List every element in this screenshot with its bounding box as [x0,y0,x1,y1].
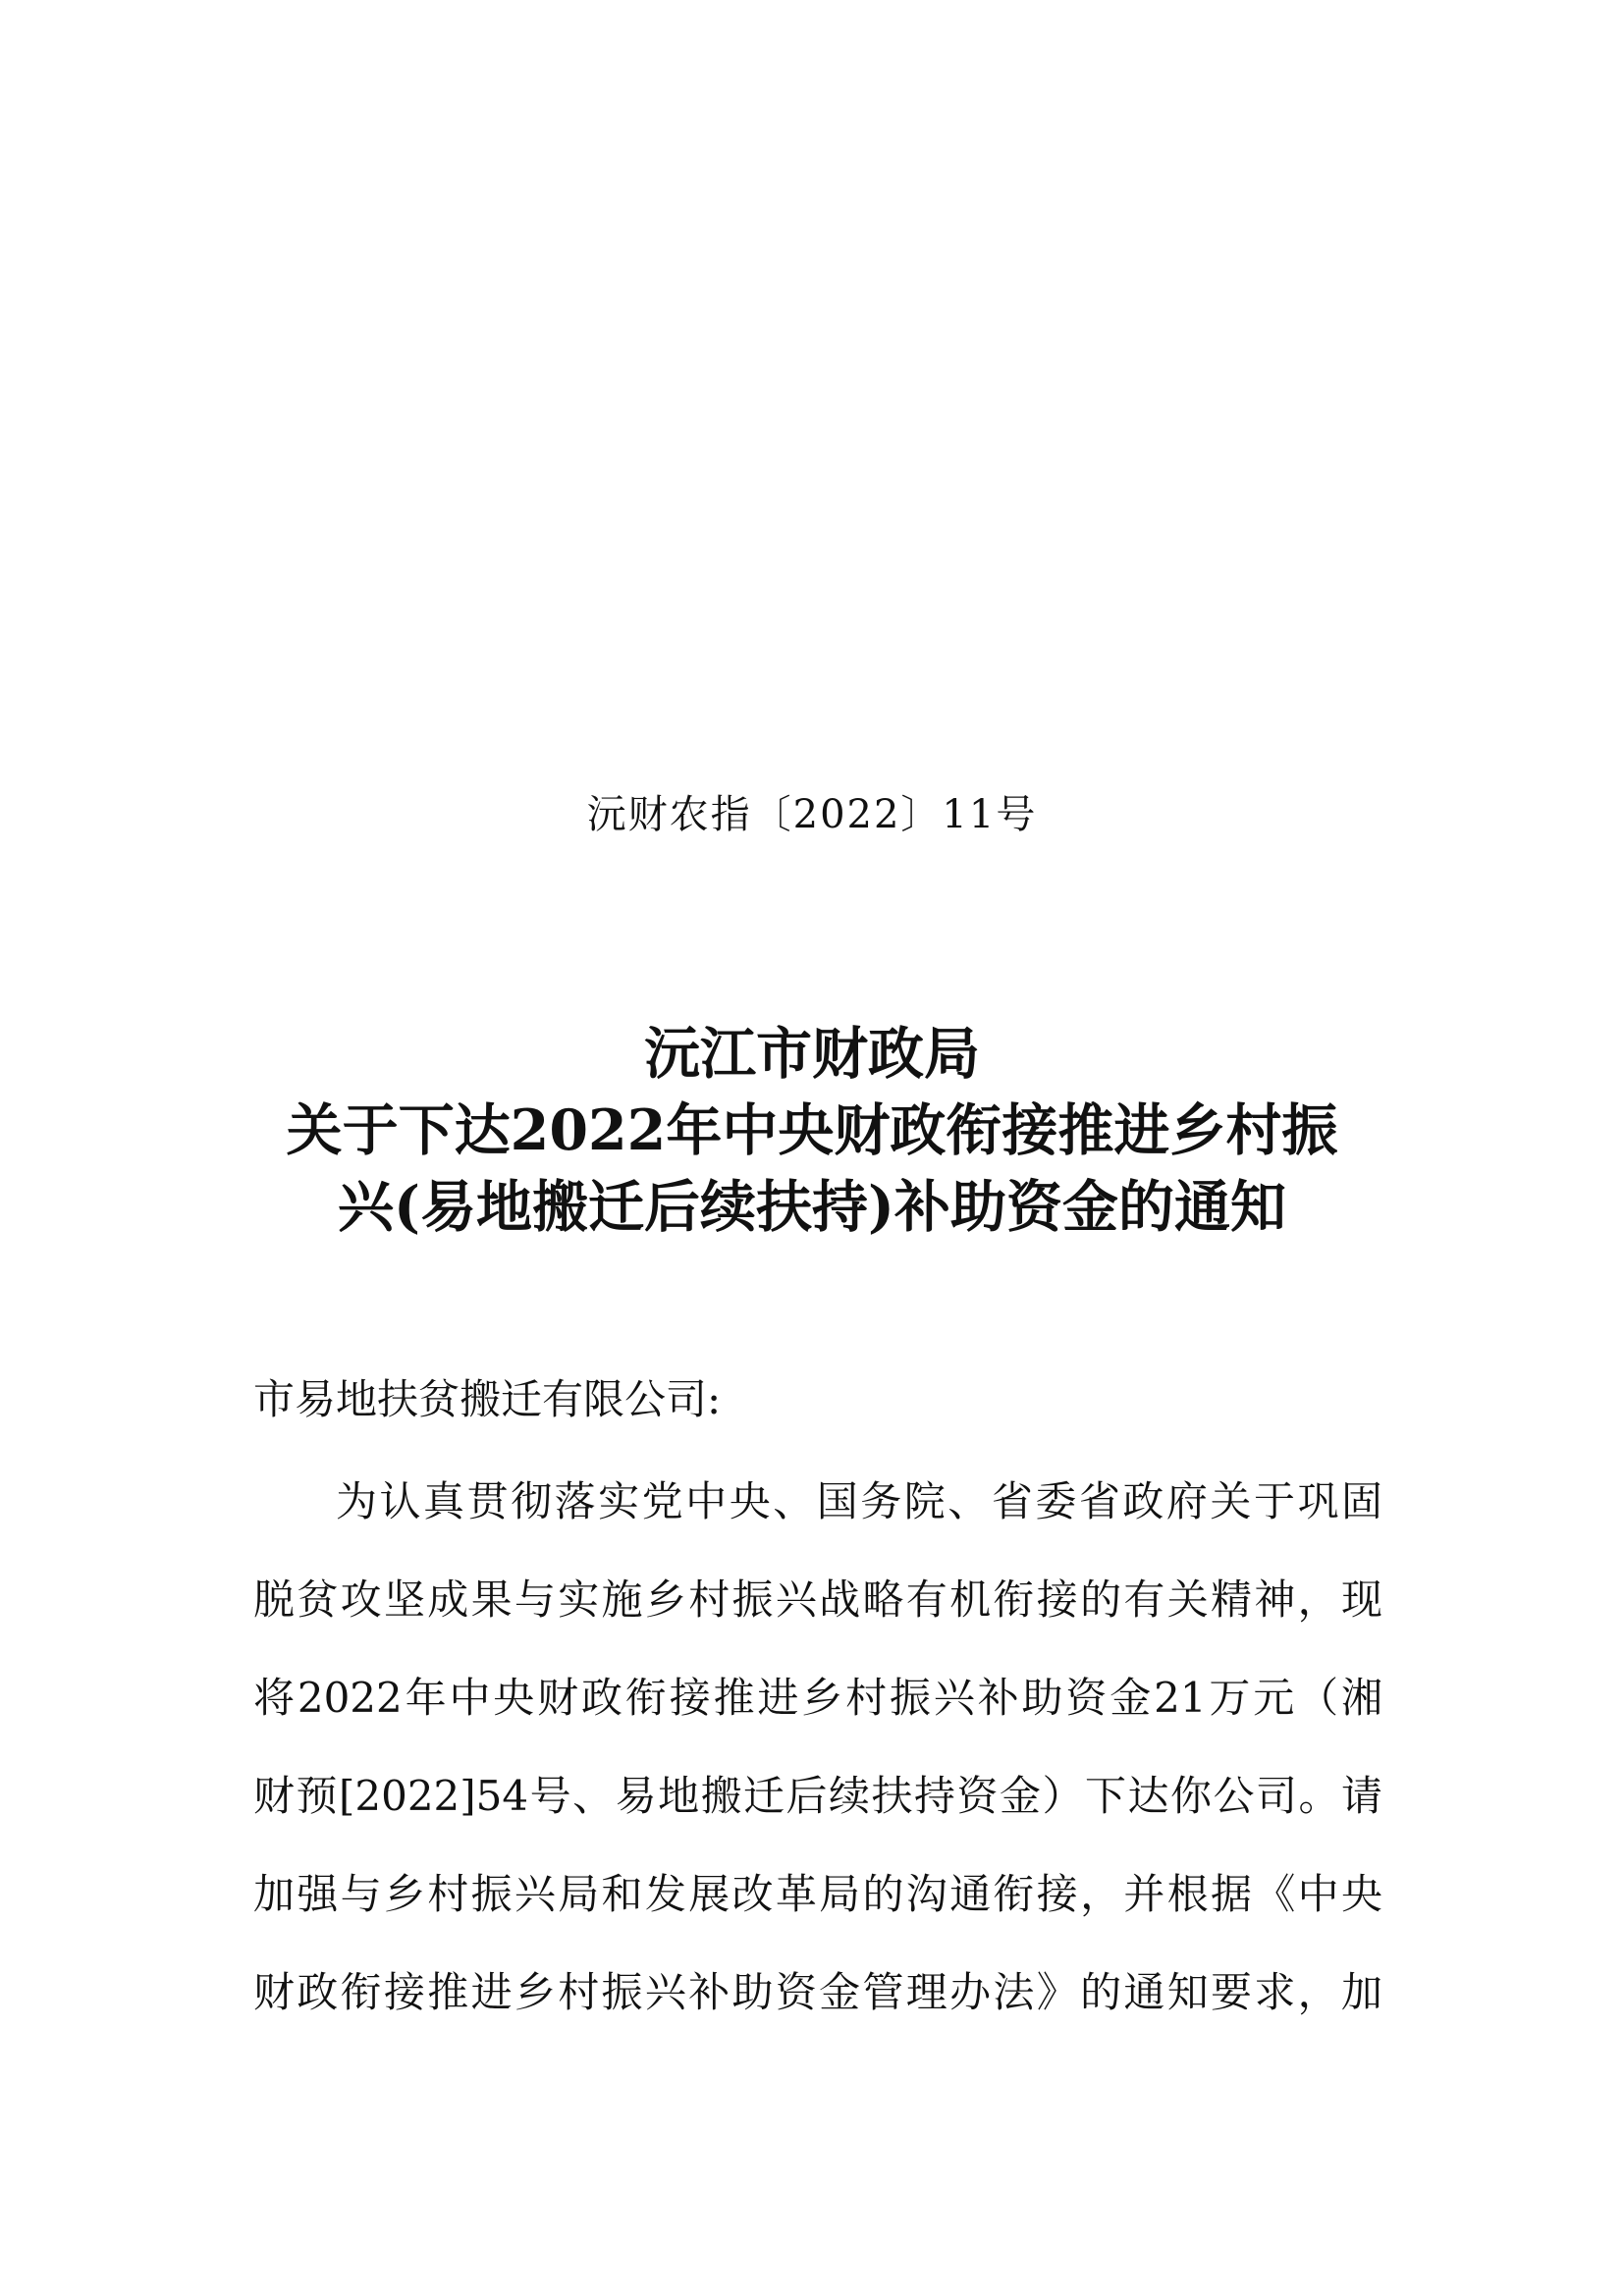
body-line: 财政衔接推进乡村振兴补助资金管理办法》的通知要求，加 [253,1968,1382,2016]
body-paragraph [253,1472,1382,2061]
title-line-issuer: 沅江市财政局 [644,1021,980,1087]
title-line-subject-1: 关于下达2022年中央财政衔接推进乡村振 [286,1097,1338,1163]
body-line: 财预[2022]54号、易地搬迁后续扶持资金）下达你公司。请 [253,1772,1382,1820]
document-title [236,1016,1388,1246]
title-line-subject-2: 兴(易地搬迁后续扶持)补助资金的通知 [338,1174,1286,1240]
document-number: 沅财农指〔2022〕11号 [586,792,1038,837]
body-line: 脱贫攻坚成果与实施乡村振兴战略有机衔接的有关精神，现 [253,1575,1382,1624]
body-line: 为认真贯彻落实党中央、国务院、省委省政府关于巩固 [336,1477,1382,1525]
body-line: 将2022年中央财政衔接推进乡村振兴补助资金21万元（湘 [253,1674,1382,1722]
salutation: 市易地扶贫搬迁有限公司: [253,1375,722,1423]
body-line: 加强与乡村振兴局和发展改革局的沟通衔接，并根据《中央 [253,1870,1382,1918]
